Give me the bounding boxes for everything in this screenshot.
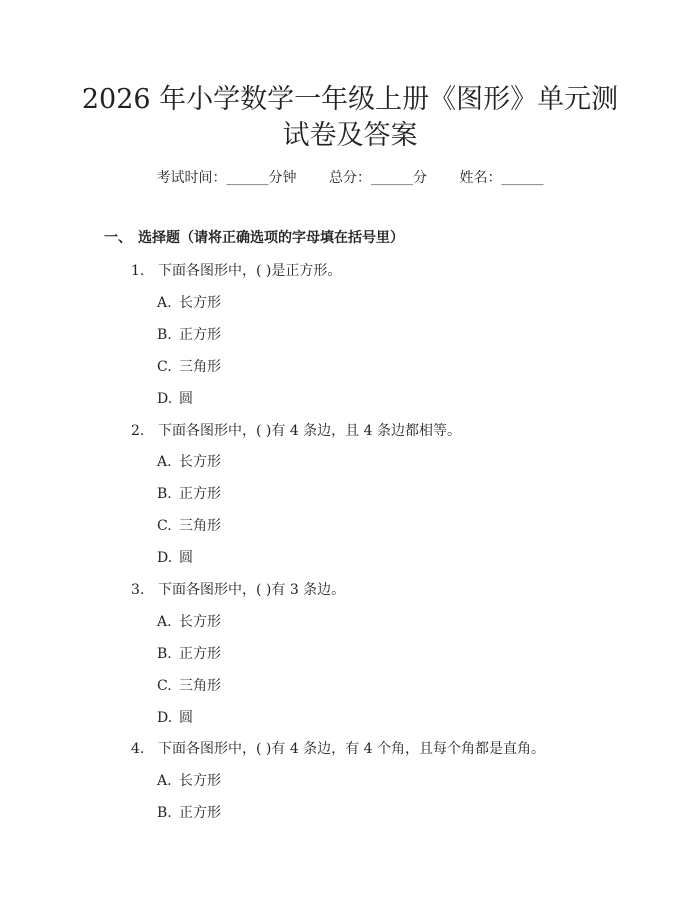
option-text: 正方形 [179, 327, 221, 343]
option-text: 三角形 [179, 678, 221, 694]
option [157, 452, 221, 472]
option-text: 正方形 [179, 646, 221, 662]
option [157, 708, 193, 728]
option-letter: A. [157, 614, 172, 630]
question-number: 4. [131, 741, 145, 757]
option-letter: C. [157, 518, 172, 534]
option-letter: B. [157, 327, 172, 343]
option [157, 548, 193, 568]
question-1 [131, 261, 341, 281]
question-text: 下面各图形中，( )有 3 条边。 [158, 582, 346, 598]
option [157, 644, 221, 664]
option [157, 676, 221, 696]
option-letter: A. [157, 295, 172, 311]
option-text: 三角形 [179, 518, 221, 534]
section-title: 选择题（请将正确选项的字母填在括号里） [138, 230, 404, 246]
option-text: 长方形 [179, 614, 221, 630]
option-text: 圆 [179, 710, 193, 726]
option-letter: B. [157, 805, 172, 821]
student-name: 姓名：______ [459, 170, 544, 186]
option [157, 612, 221, 632]
page-title-line-2: 试卷及答案 [282, 120, 418, 151]
option-text: 圆 [179, 391, 193, 407]
option-letter: A. [157, 454, 172, 470]
option [157, 516, 221, 536]
option [157, 803, 221, 823]
option-text: 长方形 [179, 295, 221, 311]
option-letter: A. [157, 773, 172, 789]
exam-score: 总分：______分 [329, 170, 427, 186]
option-text: 长方形 [179, 773, 221, 789]
option-letter: B. [157, 486, 172, 502]
exam-info [0, 168, 700, 188]
section-heading [104, 228, 404, 248]
option [157, 357, 221, 377]
section-number: 一、 [104, 230, 132, 246]
option-text: 正方形 [179, 486, 221, 502]
option-letter: D. [157, 550, 173, 566]
page-title-line-1: 2026 年小学数学一年级上册《图形》单元测 [81, 84, 619, 115]
option [157, 325, 221, 345]
question-3 [131, 580, 345, 600]
option [157, 771, 221, 791]
option-letter: B. [157, 646, 172, 662]
option-text: 圆 [179, 550, 193, 566]
option-text: 长方形 [179, 454, 221, 470]
option [157, 389, 193, 409]
option [157, 293, 221, 313]
question-number: 2. [131, 423, 145, 439]
question-number: 1. [131, 263, 145, 279]
question-text: 下面各图形中，( )是正方形。 [158, 263, 342, 279]
option-letter: C. [157, 359, 172, 375]
option-letter: D. [157, 710, 173, 726]
question-text: 下面各图形中，( )有 4 条边，有 4 个角，且每个角都是直角。 [158, 741, 545, 757]
option-text: 三角形 [179, 359, 221, 375]
question-4 [131, 739, 545, 759]
exam-time: 考试时间：______分钟 [156, 170, 297, 186]
option-letter: D. [157, 391, 173, 407]
question-text: 下面各图形中，( )有 4 条边，且 4 条边都相等。 [158, 423, 461, 439]
option-letter: C. [157, 678, 172, 694]
question-number: 3. [131, 582, 145, 598]
option [157, 484, 221, 504]
question-2 [131, 421, 461, 441]
option-text: 正方形 [179, 805, 221, 821]
